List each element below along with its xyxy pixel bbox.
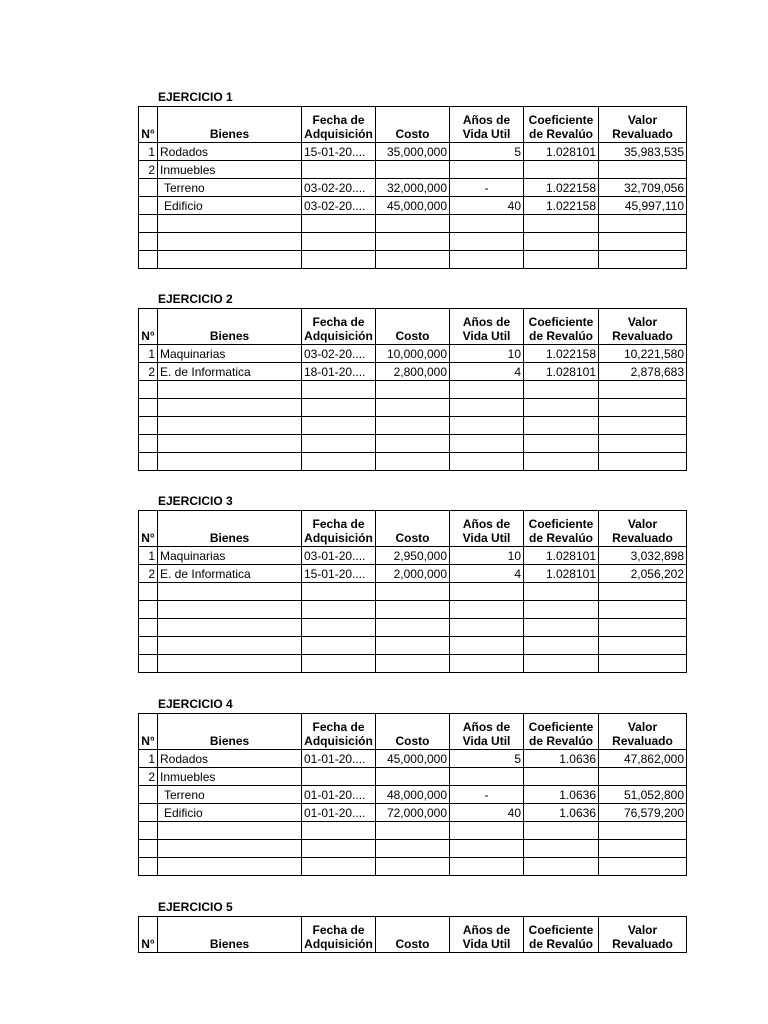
cell-fecha: 01-01-20....: [302, 804, 376, 822]
cell-vida: 4: [450, 363, 524, 381]
cell-costo: 2,800,000: [376, 363, 450, 381]
cell-coef: 1.028101: [524, 143, 599, 161]
table-row: [139, 547, 687, 565]
cell-valor: [599, 637, 687, 655]
cell-bien: [158, 822, 302, 840]
cell-costo: [376, 161, 450, 179]
header-valor: Valor Revaluado: [599, 714, 687, 750]
cell-vida: [450, 858, 524, 876]
header-fecha: Fecha de Adquisición: [302, 107, 376, 143]
cell-valor: [599, 583, 687, 601]
cell-vida: [450, 637, 524, 655]
cell-costo: [376, 381, 450, 399]
cell-valor: [599, 822, 687, 840]
cell-fecha: [302, 822, 376, 840]
cell-bien: [158, 583, 302, 601]
header-vida: Años de Vida Util: [450, 511, 524, 547]
cell-fecha: [302, 768, 376, 786]
cell-fecha: [302, 381, 376, 399]
table-row: [139, 637, 687, 655]
cell-coef: [524, 399, 599, 417]
cell-vida: 4: [450, 565, 524, 583]
header-no: N°: [139, 309, 158, 345]
cell-costo: 32,000,000: [376, 179, 450, 197]
cell-bien: E. de Informatica: [158, 363, 302, 381]
cell-coef: [524, 251, 599, 269]
table-row: [139, 215, 687, 233]
table-row: [139, 251, 687, 269]
cell-costo: [376, 840, 450, 858]
header-costo: Costo: [376, 917, 450, 953]
cell-coef: [524, 215, 599, 233]
cell-costo: 2,000,000: [376, 565, 450, 583]
header-valor: Valor Revaluado: [599, 917, 687, 953]
header-costo: Costo: [376, 107, 450, 143]
header-fecha: Fecha de Adquisición: [302, 917, 376, 953]
cell-fecha: [302, 601, 376, 619]
cell-costo: [376, 233, 450, 251]
header-no: N°: [139, 511, 158, 547]
cell-coef: 1.028101: [524, 547, 599, 565]
header-costo: Costo: [376, 714, 450, 750]
cell-no: [139, 179, 158, 197]
cell-coef: [524, 601, 599, 619]
cell-vida: [450, 435, 524, 453]
cell-fecha: 18-01-20....: [302, 363, 376, 381]
cell-vida: -: [450, 179, 524, 197]
cell-valor: [599, 453, 687, 471]
cell-vida: -: [450, 786, 524, 804]
cell-fecha: [302, 583, 376, 601]
cell-fecha: 01-01-20....: [302, 786, 376, 804]
cell-no: [139, 822, 158, 840]
cell-no: [139, 804, 158, 822]
cell-coef: [524, 161, 599, 179]
cell-bien: [158, 637, 302, 655]
cell-costo: [376, 435, 450, 453]
cell-costo: [376, 399, 450, 417]
table-row: [139, 417, 687, 435]
cell-valor: [599, 619, 687, 637]
cell-bien: [158, 840, 302, 858]
ejercicio-5-table: [138, 916, 687, 953]
cell-coef: 1.022158: [524, 345, 599, 363]
ejercicio-2-table: [138, 308, 687, 471]
cell-bien: [158, 399, 302, 417]
cell-vida: [450, 822, 524, 840]
header-row: [139, 309, 687, 345]
cell-fecha: [302, 453, 376, 471]
ejercicio-1-title: EJERCICIO 1: [158, 90, 233, 104]
cell-valor: [599, 435, 687, 453]
cell-no: [139, 215, 158, 233]
table-row: [139, 619, 687, 637]
table-row: [139, 197, 687, 215]
header-fecha: Fecha de Adquisición: [302, 309, 376, 345]
cell-no: 2: [139, 161, 158, 179]
header-row: [139, 714, 687, 750]
ejercicio-4-title: EJERCICIO 4: [158, 697, 233, 711]
cell-vida: [450, 601, 524, 619]
ejercicio-2-title: EJERCICIO 2: [158, 292, 233, 306]
cell-bien: [158, 655, 302, 673]
cell-no: [139, 583, 158, 601]
cell-costo: [376, 655, 450, 673]
cell-fecha: [302, 215, 376, 233]
header-coef: Coeficiente de Revalúo: [524, 107, 599, 143]
cell-costo: [376, 215, 450, 233]
table-row: [139, 565, 687, 583]
table-row: [139, 381, 687, 399]
cell-vida: [450, 215, 524, 233]
cell-coef: [524, 822, 599, 840]
header-fecha: Fecha de Adquisición: [302, 511, 376, 547]
header-row: [139, 917, 687, 953]
cell-valor: [599, 399, 687, 417]
header-costo: Costo: [376, 511, 450, 547]
cell-coef: 1.022158: [524, 179, 599, 197]
header-vida: Años de Vida Util: [450, 917, 524, 953]
cell-no: [139, 786, 158, 804]
cell-bien: E. de Informatica: [158, 565, 302, 583]
cell-valor: [599, 768, 687, 786]
cell-costo: [376, 822, 450, 840]
header-coef: Coeficiente de Revalúo: [524, 309, 599, 345]
header-no: N°: [139, 917, 158, 953]
cell-bien: Terreno: [158, 179, 302, 197]
header-bienes: Bienes: [158, 107, 302, 143]
cell-bien: Rodados: [158, 750, 302, 768]
cell-valor: [599, 215, 687, 233]
table-row: [139, 363, 687, 381]
table-row: [139, 786, 687, 804]
cell-no: [139, 233, 158, 251]
ejercicio-4-table: [138, 713, 687, 876]
cell-valor: 32,709,056: [599, 179, 687, 197]
cell-no: [139, 619, 158, 637]
cell-vida: [450, 399, 524, 417]
header-valor: Valor Revaluado: [599, 107, 687, 143]
cell-fecha: [302, 233, 376, 251]
cell-costo: [376, 583, 450, 601]
cell-fecha: [302, 399, 376, 417]
cell-vida: 40: [450, 804, 524, 822]
table-row: [139, 399, 687, 417]
cell-coef: [524, 619, 599, 637]
cell-coef: [524, 768, 599, 786]
cell-costo: 72,000,000: [376, 804, 450, 822]
cell-fecha: 15-01-20....: [302, 143, 376, 161]
ejercicio-5-title: EJERCICIO 5: [158, 900, 233, 914]
header-row: [139, 107, 687, 143]
cell-valor: 10,221,580: [599, 345, 687, 363]
cell-costo: 45,000,000: [376, 750, 450, 768]
cell-valor: [599, 858, 687, 876]
header-bienes: Bienes: [158, 511, 302, 547]
cell-bien: [158, 381, 302, 399]
cell-valor: 2,056,202: [599, 565, 687, 583]
cell-no: [139, 637, 158, 655]
table-row: [139, 601, 687, 619]
cell-coef: 1.028101: [524, 565, 599, 583]
cell-bien: [158, 215, 302, 233]
cell-coef: [524, 453, 599, 471]
cell-fecha: 03-02-20....: [302, 197, 376, 215]
cell-vida: [450, 453, 524, 471]
header-vida: Años de Vida Util: [450, 309, 524, 345]
cell-coef: [524, 858, 599, 876]
cell-vida: [450, 161, 524, 179]
cell-fecha: [302, 417, 376, 435]
cell-valor: [599, 417, 687, 435]
cell-fecha: [302, 435, 376, 453]
header-bienes: Bienes: [158, 309, 302, 345]
cell-costo: 35,000,000: [376, 143, 450, 161]
cell-no: [139, 435, 158, 453]
cell-valor: 2,878,683: [599, 363, 687, 381]
header-no: N°: [139, 714, 158, 750]
cell-coef: [524, 637, 599, 655]
ejercicio-3-table: [138, 510, 687, 673]
cell-coef: [524, 381, 599, 399]
cell-coef: 1.0636: [524, 804, 599, 822]
cell-fecha: 03-02-20....: [302, 345, 376, 363]
cell-vida: 40: [450, 197, 524, 215]
cell-coef: [524, 233, 599, 251]
header-valor: Valor Revaluado: [599, 309, 687, 345]
table-row: [139, 179, 687, 197]
cell-valor: [599, 601, 687, 619]
cell-no: 1: [139, 547, 158, 565]
cell-fecha: 01-01-20....: [302, 750, 376, 768]
header-coef: Coeficiente de Revalúo: [524, 714, 599, 750]
cell-vida: [450, 417, 524, 435]
cell-vida: [450, 655, 524, 673]
cell-no: [139, 251, 158, 269]
header-costo: Costo: [376, 309, 450, 345]
cell-bien: Terreno: [158, 786, 302, 804]
cell-no: [139, 197, 158, 215]
cell-no: 1: [139, 750, 158, 768]
cell-vida: 5: [450, 750, 524, 768]
ejercicio-3-title: EJERCICIO 3: [158, 494, 233, 508]
table-row: [139, 858, 687, 876]
cell-valor: 3,032,898: [599, 547, 687, 565]
header-fecha: Fecha de Adquisición: [302, 714, 376, 750]
cell-fecha: [302, 251, 376, 269]
header-bienes: Bienes: [158, 714, 302, 750]
cell-valor: [599, 233, 687, 251]
cell-valor: 51,052,800: [599, 786, 687, 804]
cell-coef: 1.0636: [524, 786, 599, 804]
cell-no: 2: [139, 768, 158, 786]
cell-bien: Edificio: [158, 804, 302, 822]
cell-fecha: 15-01-20....: [302, 565, 376, 583]
cell-no: [139, 417, 158, 435]
cell-costo: 10,000,000: [376, 345, 450, 363]
cell-vida: [450, 251, 524, 269]
cell-vida: 10: [450, 345, 524, 363]
cell-fecha: [302, 655, 376, 673]
header-no: N°: [139, 107, 158, 143]
cell-vida: [450, 840, 524, 858]
table-row: [139, 750, 687, 768]
cell-fecha: [302, 161, 376, 179]
header-row: [139, 511, 687, 547]
cell-valor: 35,983,535: [599, 143, 687, 161]
cell-bien: Rodados: [158, 143, 302, 161]
ejercicio-1-table: [138, 106, 687, 269]
cell-no: [139, 840, 158, 858]
cell-vida: [450, 381, 524, 399]
cell-costo: 2,950,000: [376, 547, 450, 565]
cell-costo: [376, 619, 450, 637]
cell-bien: [158, 251, 302, 269]
cell-no: 1: [139, 345, 158, 363]
table-row: [139, 822, 687, 840]
header-coef: Coeficiente de Revalúo: [524, 511, 599, 547]
table-row: [139, 233, 687, 251]
header-vida: Años de Vida Util: [450, 714, 524, 750]
cell-vida: [450, 233, 524, 251]
cell-no: 1: [139, 143, 158, 161]
cell-no: [139, 381, 158, 399]
cell-fecha: [302, 619, 376, 637]
table-row: [139, 161, 687, 179]
cell-bien: [158, 435, 302, 453]
table-row: [139, 143, 687, 161]
cell-costo: [376, 453, 450, 471]
cell-bien: [158, 233, 302, 251]
cell-no: [139, 601, 158, 619]
cell-fecha: 03-01-20....: [302, 547, 376, 565]
cell-no: [139, 858, 158, 876]
cell-bien: [158, 453, 302, 471]
cell-costo: 48,000,000: [376, 786, 450, 804]
cell-fecha: [302, 637, 376, 655]
table-row: [139, 768, 687, 786]
cell-coef: [524, 840, 599, 858]
cell-bien: Maquinarias: [158, 547, 302, 565]
cell-costo: [376, 251, 450, 269]
cell-bien: Inmuebles: [158, 768, 302, 786]
header-bienes: Bienes: [158, 917, 302, 953]
cell-no: [139, 399, 158, 417]
cell-valor: [599, 161, 687, 179]
cell-coef: 1.028101: [524, 363, 599, 381]
table-row: [139, 804, 687, 822]
cell-bien: [158, 858, 302, 876]
cell-bien: [158, 417, 302, 435]
cell-coef: [524, 583, 599, 601]
cell-vida: 5: [450, 143, 524, 161]
cell-no: [139, 453, 158, 471]
cell-costo: [376, 858, 450, 876]
cell-coef: 1.0636: [524, 750, 599, 768]
cell-fecha: [302, 858, 376, 876]
cell-coef: [524, 417, 599, 435]
cell-valor: 76,579,200: [599, 804, 687, 822]
table-row: [139, 583, 687, 601]
cell-coef: [524, 435, 599, 453]
table-row: [139, 345, 687, 363]
table-row: [139, 435, 687, 453]
table-row: [139, 453, 687, 471]
cell-valor: 45,997,110: [599, 197, 687, 215]
cell-no: 2: [139, 565, 158, 583]
cell-bien: [158, 601, 302, 619]
header-valor: Valor Revaluado: [599, 511, 687, 547]
table-row: [139, 840, 687, 858]
cell-costo: [376, 637, 450, 655]
cell-vida: [450, 583, 524, 601]
cell-costo: [376, 768, 450, 786]
cell-bien: Edificio: [158, 197, 302, 215]
cell-fecha: 03-02-20....: [302, 179, 376, 197]
table-row: [139, 655, 687, 673]
cell-valor: 47,862,000: [599, 750, 687, 768]
cell-valor: [599, 251, 687, 269]
cell-vida: 10: [450, 547, 524, 565]
cell-bien: [158, 619, 302, 637]
cell-no: 2: [139, 363, 158, 381]
cell-coef: 1.022158: [524, 197, 599, 215]
header-coef: Coeficiente de Revalúo: [524, 917, 599, 953]
cell-valor: [599, 655, 687, 673]
cell-costo: 45,000,000: [376, 197, 450, 215]
cell-costo: [376, 601, 450, 619]
cell-valor: [599, 381, 687, 399]
cell-no: [139, 655, 158, 673]
cell-bien: Maquinarias: [158, 345, 302, 363]
cell-vida: [450, 768, 524, 786]
cell-vida: [450, 619, 524, 637]
cell-bien: Inmuebles: [158, 161, 302, 179]
header-vida: Años de Vida Util: [450, 107, 524, 143]
cell-costo: [376, 417, 450, 435]
cell-valor: [599, 840, 687, 858]
cell-coef: [524, 655, 599, 673]
cell-fecha: [302, 840, 376, 858]
